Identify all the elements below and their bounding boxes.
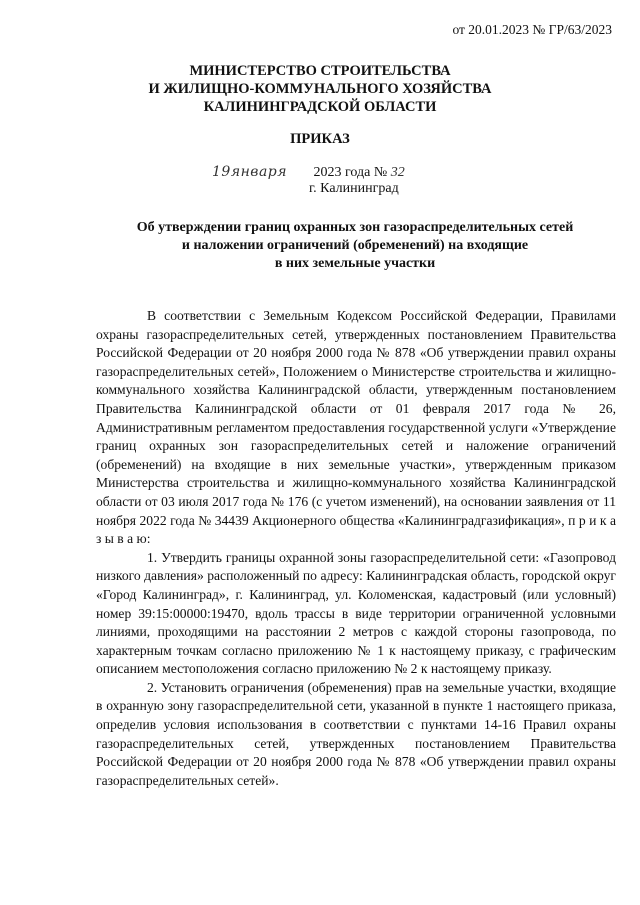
- clause-2-paragraph: 2. Установить ограничения (обременения) прав на земельные участки, входящие в охранную зону газораспределительной сети, указанной в пункте 1 настоящего приказа, определив условия использования в соответствии с пунктами 14-16 Правил охраны газораспределительных сетей, утвержденных постановлением Правительства Российской Федерации от 20 ноября 2000 года № 878 «Об утверждении правил охраны газораспределительных сетей».: [96, 679, 616, 788]
- ministry-line-3: КАЛИНИНГРАДСКОЙ ОБЛАСТИ: [203, 99, 437, 115]
- year-text: 2023 года №: [313, 165, 388, 180]
- handwritten-number: 32: [390, 165, 405, 180]
- subject-line-3: в них земельные участки: [274, 256, 436, 271]
- ministry-line-1: МИНИСТЕРСТВО СТРОИТЕЛЬСТВА: [189, 63, 451, 79]
- city: г. Калининград: [309, 181, 399, 196]
- document-type: ПРИКАЗ: [290, 131, 350, 147]
- subject-heading: [0, 219, 640, 273]
- subject-line-2: и наложении ограничений (обременений) на входящие: [181, 238, 529, 253]
- preamble-paragraph: В соответствии с Земельным Кодексом Российской Федерации, Правилами охраны газораспределительных сетей, утвержденных постановлением Правительства Российской Федерации от 20 ноября 2000 года № 878 «Об утверждении правил охраны газораспределительных сетей», Положением о Министерстве строительства и жилищно-коммунального хозяйства Калининградской области, утвержденным постановлением Правительства Калининградской области от 01 февраля 2017 года № 26, Административным регламентом предоставления государственной услуги «Утверждение границ охранных зон газораспределительных сетей и наложение ограничений (обременений) на входящие в них земельные участки», утвержденным приказом Министерства строительства и жилищно-коммунального хозяйства Калининградской области от 03 июля 2017 года № 176 (с учетом изменений), на основании заявления от 11 ноября 2022 года № 34439 Акционерного общества «Калининградгазификация», п р и к а з ы в а ю:: [96, 308, 616, 547]
- document-body: [96, 307, 616, 790]
- handwritten-date: 19января: [212, 164, 288, 180]
- registration-stamp: от 20.01.2023 № ГР/63/2023: [452, 22, 612, 37]
- ministry-line-2: И ЖИЛИЩНО-КОММУНАЛЬНОГО ХОЗЯЙСТВА: [148, 81, 492, 97]
- subject-line-1: Об утверждении границ охранных зон газораспределительных сетей: [136, 220, 574, 235]
- date-line: [212, 164, 405, 181]
- clause-1-paragraph: 1. Утвердить границы охранной зоны газораспределительной сети: «Газопровод низкого давления» расположенный по адресу: Калининградская область, городской округ «Город Калининград», г. Калининград, ул. Коломенская, кадастровый (или условный) номер 39:15:00000:19470, вдоль трассы в виде территории ограниченной условными линиями, проходящими на расстоянии 2 метров с каждой стороны газопровода, по характерным точкам согласно приложению № 1 к настоящему приказу, с графическим описанием местоположения согласно приложению № 2 к настоящему приказу.: [96, 549, 616, 677]
- ministry-heading: [0, 62, 640, 116]
